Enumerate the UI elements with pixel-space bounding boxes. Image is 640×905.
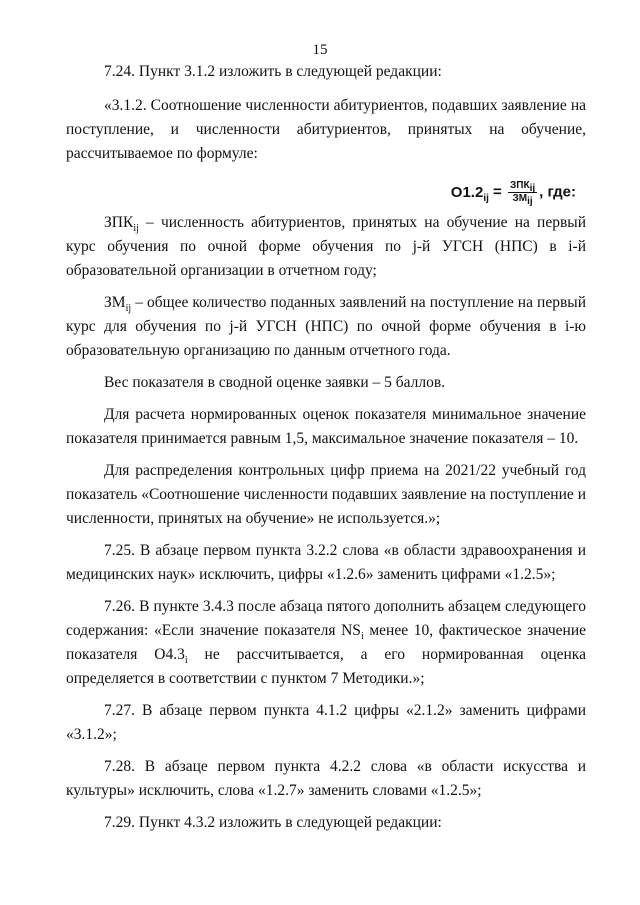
- paragraph-3-1-2-intro: «3.1.2. Соотношение численности абитуриентов, подавших заявление на поступление, и численности абитуриентов, принятых на обучение, рассчитываемое по формуле:: [66, 97, 586, 162]
- paragraph-7-26: 7.26. В пункте 3.4.3 после абзаца пятого дополнить абзацем следующего содержания: «Если значение показателя $NS_i$ менее 10, фактическое значение показателя $О4.3_i$ не рассчитывается, а его нормированная оценка определяется в соответствии с пунктом 7 Методики.»;: [66, 598, 586, 687]
- paragraph-7-27: 7.27. В абзаце первом пункта 4.1.2 цифры «2.1.2» заменить цифрами «3.1.2»;: [66, 702, 586, 743]
- formula-lhs: $О1.2_{ij}$: [450, 183, 489, 204]
- formula-tail: , где:: [539, 183, 576, 201]
- page-number: 15: [312, 42, 328, 58]
- definition-zm: $ЗМ_{ij}$ – общее количество поданных заявлений на поступление на первый курс для обучения по j-й УГСН (НПС) по очной форме обучения в i-ю образовательную организацию по данным отчетного года.: [66, 294, 586, 359]
- paragraph-7-25: 7.25. В абзаце первом пункта 3.2.2 слова «в области здравоохранения и медицинских наук» исключить, цифры «1.2.6» заменить цифрами «1.2.5»;: [66, 542, 586, 583]
- paragraph-normalized-scores: Для расчета нормированных оценок показателя минимальное значение показателя принимается равным 1,5, максимальное значение показателя – 10.: [66, 406, 586, 447]
- document-body: [66, 60, 586, 835]
- paragraph-admission-quotas: Для распределения контрольных цифр приема на 2021/22 учебный год показатель «Соотношение численности подавших заявление на поступление и численности, принятых на обучение» не используется.»;: [66, 462, 586, 527]
- paragraph-7-29: 7.29. Пункт 4.3.2 изложить в следующей редакции:: [104, 814, 442, 831]
- paragraph-weight: Вес показателя в сводной оценке заявки – 5 баллов.: [104, 374, 446, 391]
- formula-fraction: [508, 180, 537, 205]
- formula: [66, 180, 586, 205]
- paragraph-7-24: 7.24. Пункт 3.1.2 изложить в следующей редакции:: [104, 63, 442, 80]
- definition-zpk: $ЗПК_{ij}$ – численность абитуриентов, принятых на обучение на первый курс обучения по очной форме обучения по j-й УГСН (НПС) в i-й образовательной организации в отчетном году;: [66, 214, 586, 279]
- paragraph-7-28: 7.28. В абзаце первом пункта 4.2.2 слова «в области искусства и культуры» исключить, слова «1.2.7» заменить словами «1.2.5»;: [66, 758, 586, 799]
- formula-equals: =: [488, 183, 506, 201]
- formula-numerator: $ЗПК_{ij}$: [510, 180, 536, 194]
- formula-denominator: $ЗМ_{ij}$: [512, 193, 533, 207]
